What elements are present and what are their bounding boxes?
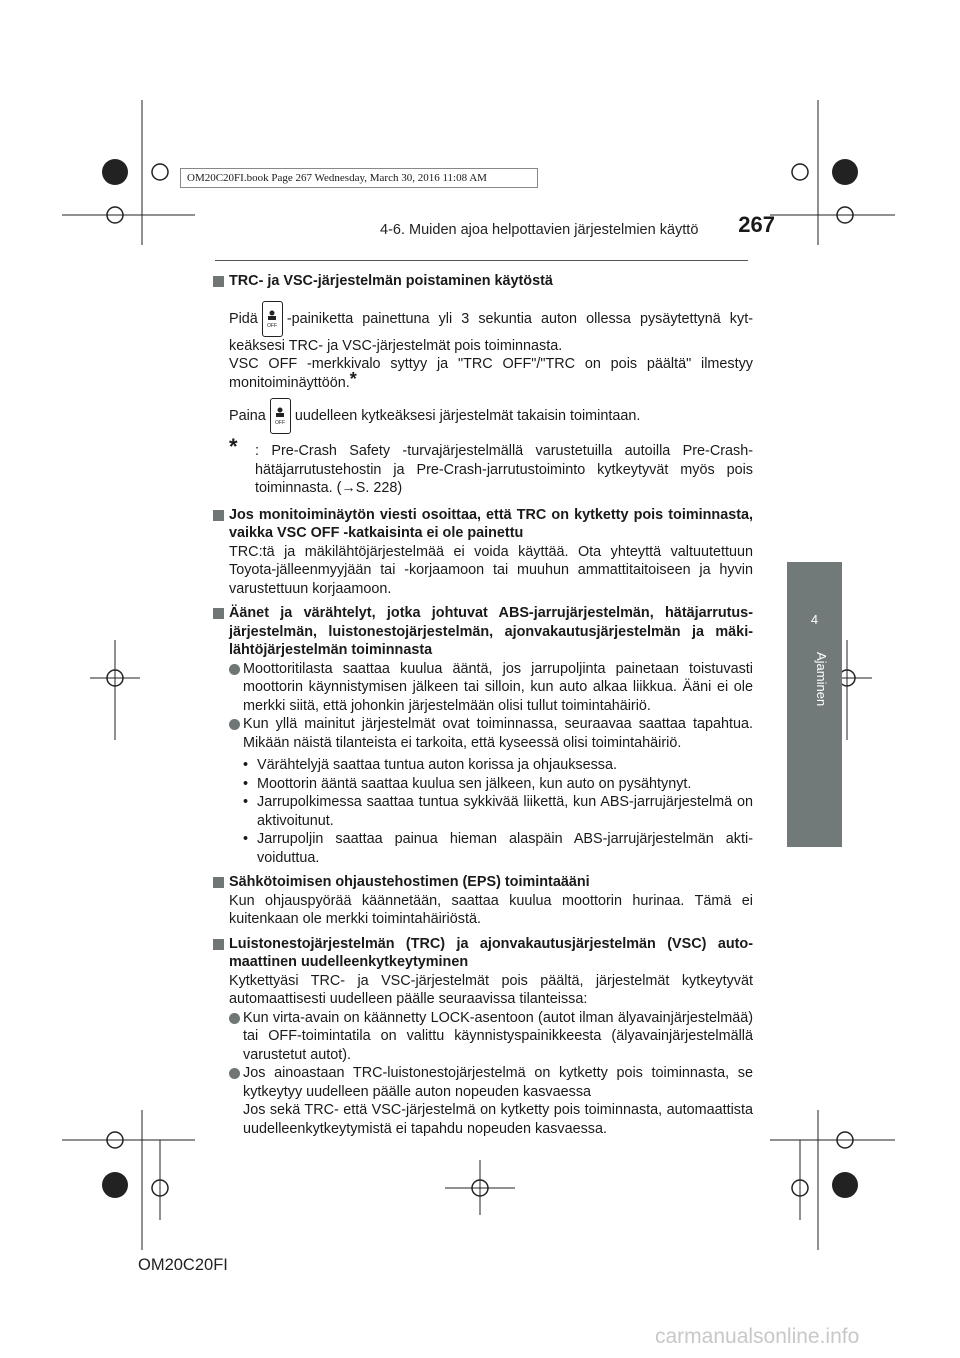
page-header [380, 212, 775, 242]
list-item: Kun virta-avain on käännetty LOCK-asentoon (autot ilman älyavainjärjestelmää) tai OFF-toimintatila on valittu käynnistyspainikkeesta (älyavainjärjestelmällä varustetut autot). [213, 1009, 753, 1065]
section-heading: Jos monitoiminäytön viesti osoittaa, että TRC on kytketty pois toiminnasta, vaikka VSC OFF -katkaisinta ei ole painettu [213, 506, 753, 543]
list-item: Moottoritilasta saattaa kuulua ääntä, jos jarrupoljinta painetaan toistuvasti moottorin käynnistymisen jälkeen tai silloin, kun auto alkaa liikkua. Ääni ei ole merkki siitä, että johonkin järjestelmään olisi tullut toimintahäiriö. [213, 660, 753, 716]
paragraph: Kun ohjauspyörää käännetään, saattaa kuulua moottorin hurinaa. Tämä ei kuitenkaan ole merkki toimintahäiriöstä. [229, 892, 753, 927]
round-bullet-icon [229, 1013, 240, 1024]
chapter-tab [787, 562, 842, 847]
square-bullet-icon [213, 276, 224, 287]
sub-list-item: • Jarrupolkimessa saattaa tuntua sykkivää liikettä, kun ABS-jarrujärjestelmä on aktivoitunut. [243, 794, 753, 829]
sub-list-item: • Värähtelyjä saattaa tuntua auton korissa ja ohjauksessa. [243, 757, 617, 773]
footer-code: OM20C20FI [138, 1256, 228, 1274]
section-heading: TRC- ja VSC-järjestelmän poistaminen käytöstä [213, 272, 753, 291]
book-info: OM20C20FI.book Page 267 Wednesday, March 30, 2016 11:08 AM [180, 168, 538, 188]
header-rule [215, 260, 748, 261]
list-item: Jos ainoastaan TRC-luistonestojärjestelmä on kytketty pois toiminnasta, se kytkeytyy uudelleen päälle auton nopeuden kasvaessa [213, 1064, 753, 1101]
svg-text:OFF: OFF [266, 322, 277, 329]
section-heading: Sähkötoimisen ohjaustehostimen (EPS) toimintaääni [213, 873, 753, 892]
round-bullet-icon [229, 719, 240, 730]
footnote: * : Pre-Crash Safety -turvajärjestelmällä varustetuilla autoilla Pre-Crash-hätäjarrutustehostin ja Pre-Crash-jarrutustoiminto kytkeytyvät myös pois toiminnasta. (→S. 228) [229, 434, 753, 496]
round-bullet-icon [229, 664, 240, 675]
vsc-off-button-icon [262, 301, 283, 337]
page-number: 267 [738, 212, 775, 237]
round-bullet-icon [229, 1068, 240, 1079]
list-item-continuation: Jos sekä TRC- että VSC-järjestelmä on kytketty pois toiminnasta, automaattista uudelleenkytkeytymistä ei tapahdu nopeuden kasvaessa. [243, 1102, 753, 1137]
main-content [213, 266, 753, 1138]
paragraph: Kytkettyäsi TRC- ja VSC-järjestelmät pois päältä, järjestelmät kytkeytyvät automaattisesti uudelleen päälle seuraavissa tilanteissa: [229, 972, 753, 1007]
svg-text:OFF: OFF [274, 420, 285, 426]
chapter-label: Ajaminen [814, 652, 829, 707]
square-bullet-icon [213, 510, 224, 521]
paragraph: TRC:tä ja mäkilähtöjärjestelmää ei voida käyttää. Ota yhteyttä valtuutettuun Toyota-jälleenmyyjään tai -korjaamoon tai muuhun ammattitaitoiseen ja hyvin varustettuun korjaamoon. [229, 543, 753, 597]
section-title: 4-6. Muiden ajoa helpottavien järjestelmien käyttö [380, 222, 699, 238]
sub-list-item: • Moottorin ääntä saattaa kuulua sen jälkeen, kun auto on pysähtynyt. [243, 775, 692, 792]
paragraph: Pidä OFF -painiketta painettuna yli 3 sekuntia auton ollessa pysäytettynä kytkeäksesi TRC- ja VSC-järjestelmät pois toiminnasta. [213, 301, 753, 356]
square-bullet-icon [213, 608, 224, 619]
section-heading: Luistonestojärjestelmän (TRC) ja ajonvakautusjärjestelmän (VSC) automaattinen uudelleenkytkeytyminen [213, 935, 753, 972]
square-bullet-icon [213, 877, 224, 888]
watermark: carmanualsonline.info [655, 1325, 860, 1348]
chapter-number: 4 [810, 612, 819, 627]
list-item: Kun yllä mainitut järjestelmät ovat toiminnassa, seuraavaa saattaa tapahtua. Mikään näistä tilanteista ei tarkoita, että kyseessä olisi toimintahäiriö. [213, 715, 753, 752]
section-heading: Äänet ja värähtelyt, jotka johtuvat ABS-jarrujärjestelmän, hätäjarrutusjärjestelmän, luistonestojärjestelmän, ajonvakautusjärjestelmän ja mäkilähtöjärjestelmän toiminnasta [213, 604, 753, 660]
sub-list-item: • Jarrupoljin saattaa painua hieman alaspäin ABS-jarrujärjestelmän aktivoiduttua. [243, 831, 753, 866]
paragraph: Paina OFF uudelleen kytkeäksesi järjestelmät takaisin toimintaan. [213, 398, 753, 434]
vsc-off-button-icon [270, 398, 291, 434]
paragraph: VSC OFF -merkkivalo syttyy ja "TRC OFF"/"TRC on pois päältä" ilmestyy monitoiminäyttöön.* [229, 356, 753, 391]
square-bullet-icon [213, 939, 224, 950]
